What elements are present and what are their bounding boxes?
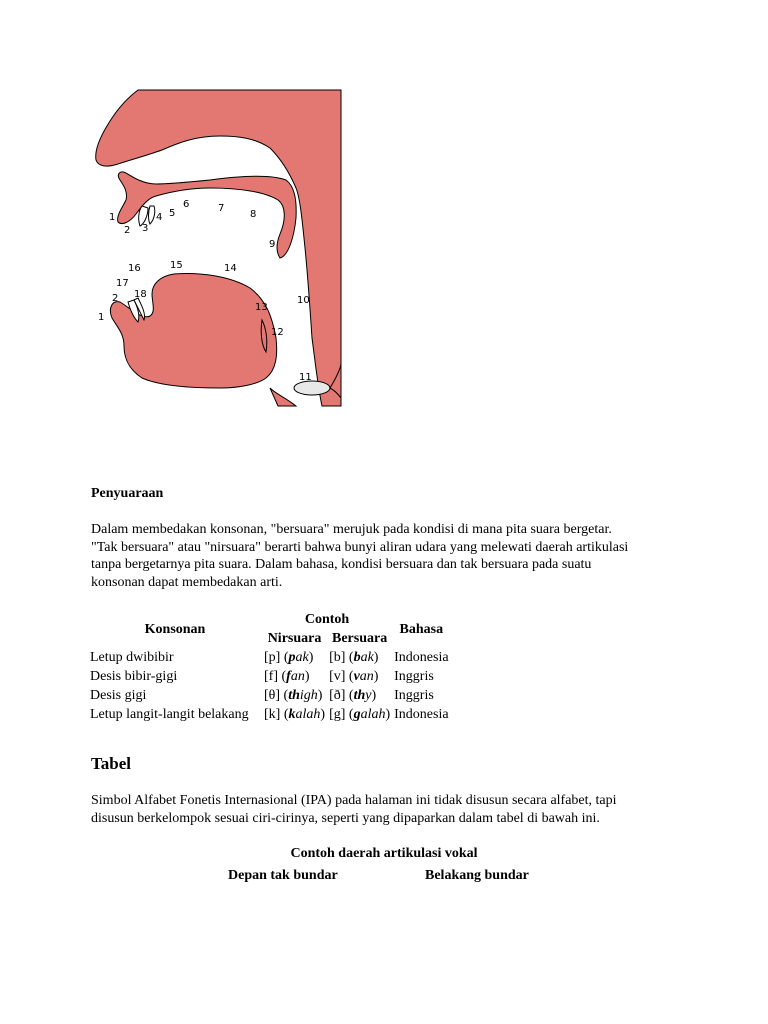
cell-bahasa: Inggris xyxy=(394,688,434,703)
table-row xyxy=(88,705,451,724)
paragraph-line: disusun berkelompok sesuai ciri-cirinya, seperti yang dipaparkan dalam tabel di bawah ini. xyxy=(91,810,600,826)
vocal-tract-svg xyxy=(90,88,350,408)
upper-teeth-2 xyxy=(149,206,155,224)
example-word xyxy=(288,688,318,703)
vowel-header-back-rounded: Belakang bundar xyxy=(425,868,529,883)
header-bersuara: Bersuara xyxy=(331,631,388,646)
example-bold: g xyxy=(353,707,361,722)
example-bold: f xyxy=(286,669,291,684)
paragraph-line: Dalam membedakan konsonan, "bersuara" merujuk pada kondisi di mana pita suara bergetar. xyxy=(91,522,612,537)
close-paren: ) xyxy=(371,688,377,703)
cell-bersuara xyxy=(327,667,392,686)
vocal-tract-diagram xyxy=(90,88,350,408)
ipa-symbol: [v] ( xyxy=(329,669,354,684)
example-rest: alah xyxy=(360,707,386,722)
ipa-symbol: [b] ( xyxy=(329,650,354,665)
paragraph-line: Simbol Alfabet Fonetis Internasional (IPA) pada halaman ini tidak disusun secara alfabet, tapi xyxy=(91,793,617,808)
example-rest: ak xyxy=(295,650,309,665)
example-rest: an xyxy=(290,669,305,684)
cell-konsonan: Letup dwibibir xyxy=(90,650,174,665)
example-bold: k xyxy=(288,707,296,722)
vowel-table-title: Contoh daerah artikulasi vokal xyxy=(290,846,478,861)
ipa-symbol: [f] ( xyxy=(264,669,287,684)
example-word xyxy=(354,650,374,665)
section-heading-penyuaraan: Penyuaraan xyxy=(91,486,164,501)
example-rest: ak xyxy=(360,650,374,665)
cell-konsonan: Desis gigi xyxy=(90,688,147,703)
paragraph-line: tanpa bergetarnya pita suara. Dalam bahasa, kondisi bersuara dan tak bersuara pada suatu xyxy=(91,557,592,572)
example-word xyxy=(286,669,305,684)
example-rest: an xyxy=(359,669,374,684)
label-lower-1: 1 xyxy=(98,312,105,323)
header-konsonan: Konsonan xyxy=(144,621,206,637)
cell-bahasa: Inggris xyxy=(394,669,434,684)
label-lower-14: 14 xyxy=(224,263,237,274)
paragraph-line: "Tak bersuara" atau "nirsuara" berarti bahwa bunyi aliran udara yang melewati daerah artikulasi xyxy=(91,539,629,555)
close-paren: ) xyxy=(373,650,379,665)
cell-nirsuara xyxy=(262,667,327,686)
example-bold: p xyxy=(288,650,296,665)
cell-bersuara xyxy=(327,648,392,667)
example-word xyxy=(354,688,372,703)
header-nirsuara: Nirsuara xyxy=(267,631,322,646)
table-row xyxy=(88,648,451,667)
cell-konsonan: Desis bibir-gigi xyxy=(90,669,178,684)
close-paren: ) xyxy=(373,669,379,684)
label-lower-16: 16 xyxy=(128,263,141,274)
consonant-table xyxy=(88,610,451,724)
ipa-symbol: [g] ( xyxy=(329,707,354,722)
label-upper-1: 1 xyxy=(109,212,116,223)
label-upper-6: 6 xyxy=(183,199,190,210)
paragraph-tabel xyxy=(91,792,691,827)
label-upper-4: 4 xyxy=(156,212,163,223)
close-paren: ) xyxy=(308,650,314,665)
vowel-header-front-unrounded: Depan tak bundar xyxy=(228,868,338,883)
label-lower-17: 17 xyxy=(116,278,129,289)
cell-nirsuara xyxy=(262,648,327,667)
label-lower-11: 11 xyxy=(299,372,312,383)
example-word xyxy=(354,707,386,722)
header-contoh: Contoh xyxy=(304,612,350,627)
cell-nirsuara xyxy=(262,686,327,705)
throat-shape xyxy=(270,388,296,406)
label-upper-8: 8 xyxy=(250,209,257,220)
label-upper-5: 5 xyxy=(169,208,176,219)
example-rest: y xyxy=(365,688,372,703)
example-word xyxy=(289,650,309,665)
close-paren: ) xyxy=(320,707,326,722)
ipa-symbol: [θ] ( xyxy=(264,688,289,703)
cell-bahasa: Indonesia xyxy=(394,707,449,722)
example-bold: th xyxy=(288,688,300,703)
label-upper-2: 2 xyxy=(124,225,131,236)
cell-bersuara xyxy=(327,705,392,724)
section-heading-tabel: Tabel xyxy=(91,754,132,773)
close-paren: ) xyxy=(304,669,310,684)
label-upper-3: 3 xyxy=(142,223,149,234)
table-row xyxy=(88,667,451,686)
cell-bersuara xyxy=(327,686,392,705)
label-upper-10: 10 xyxy=(297,295,310,306)
example-bold: b xyxy=(353,650,361,665)
label-upper-9: 9 xyxy=(269,239,276,250)
cell-bahasa: Indonesia xyxy=(394,650,449,665)
ipa-symbol: [p] ( xyxy=(264,650,289,665)
header-bahasa: Bahasa xyxy=(399,621,444,637)
example-word xyxy=(354,669,374,684)
label-lower-12: 12 xyxy=(271,327,284,338)
example-word xyxy=(289,707,321,722)
cell-nirsuara xyxy=(262,705,327,724)
example-rest: igh xyxy=(299,688,318,703)
close-paren: ) xyxy=(317,688,323,703)
cell-konsonan: Letup langit-langit belakang xyxy=(90,707,249,722)
example-rest: alah xyxy=(295,707,321,722)
label-upper-7: 7 xyxy=(218,203,225,214)
ipa-symbol: [k] ( xyxy=(264,707,289,722)
label-lower-13: 13 xyxy=(255,302,268,313)
example-bold: v xyxy=(353,669,360,684)
label-lower-2: 2 xyxy=(112,293,119,304)
vocal-folds xyxy=(294,381,330,395)
ipa-symbol: [ð] ( xyxy=(329,688,354,703)
example-bold: th xyxy=(353,688,366,703)
label-lower-15: 15 xyxy=(170,260,183,271)
paragraph-penyuaraan xyxy=(91,521,691,591)
close-paren: ) xyxy=(385,707,391,722)
label-lower-18: 18 xyxy=(134,289,147,300)
table-row xyxy=(88,686,451,705)
paragraph-line: konsonan dapat membedakan arti. xyxy=(91,574,283,590)
